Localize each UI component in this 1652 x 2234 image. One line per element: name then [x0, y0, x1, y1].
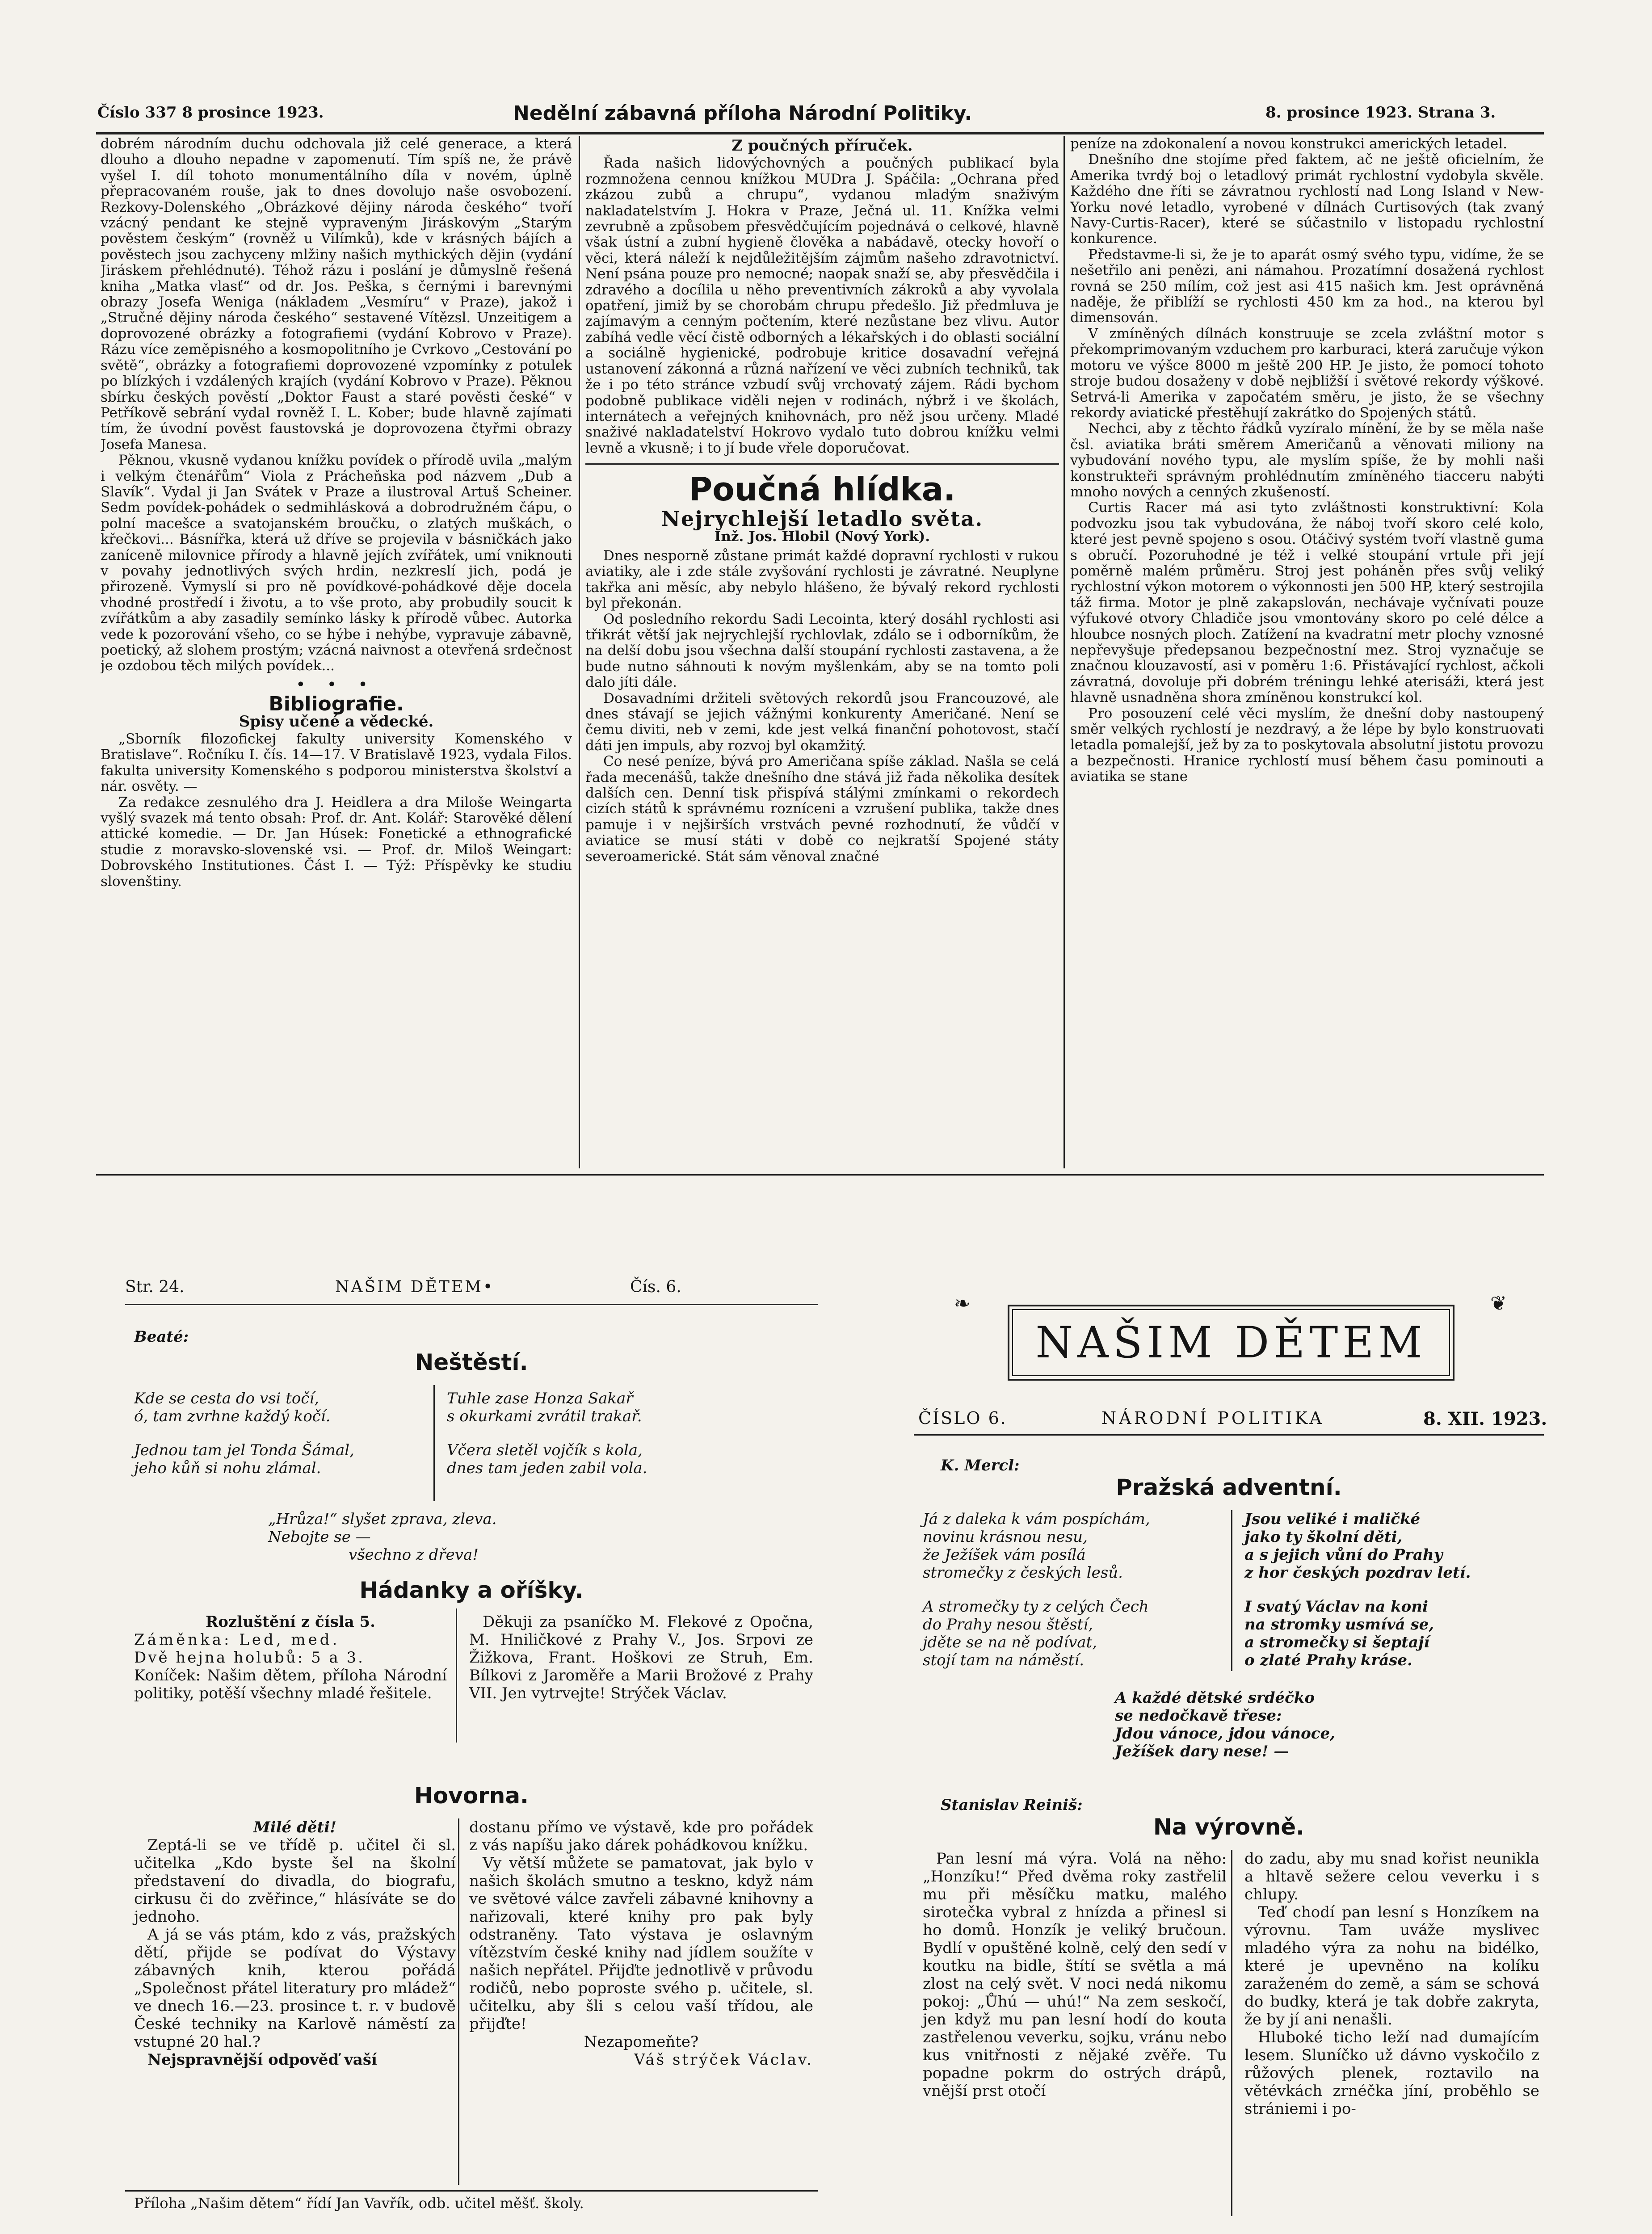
riddle-solutions: [134, 1613, 447, 1702]
divider: [433, 1385, 435, 1501]
riddle-answer: Záměnka: Led, med.: [134, 1631, 340, 1649]
poem-line: Včera sletěl vojčík s kola,: [447, 1441, 643, 1459]
story-title: Na výrovně.: [1153, 1814, 1305, 1840]
left-page-number: Str. 24.: [125, 1278, 185, 1296]
poem-line: Nebojte se —: [268, 1528, 371, 1546]
paragraph: Hluboké ticho leží nad dumajícím lesem. Sluníčko už dávno vyskočilo z růžových plenek, roztavilo na větévkách zrnéčka jíní, proběhlo se strániemi i po-: [1244, 2028, 1539, 2118]
column-divider: [579, 136, 580, 1168]
poem-line: se nedočkavě třese:: [1115, 1707, 1282, 1725]
hovorna-heading: Hovorna.: [414, 1783, 529, 1809]
paragraph: Představme-li si, že je to aparát osmý svého typu, vidíme, že se nešetřilo ani penězi, ani námahou. Prozatímní dosažená rychlost rovná se 250 mílím, což jest asi 415 našich km. Jest oprávněná naděje, že přiblíží se rychlosti 450 km za hod., na kterou byl dimensován.: [1070, 246, 1544, 326]
poem-line: Tuhle zase Honza Sakař: [447, 1390, 633, 1407]
masthead-title: NAŠIM DĚTEM: [1012, 1309, 1450, 1376]
left-page-issue: Čís. 6.: [630, 1278, 681, 1296]
newspaper-name: NÁRODNÍ POLITIKA: [1101, 1408, 1324, 1428]
paragraph: A já se vás ptám, kdo z vás, pražských dětí, přijde se podívat do Výstavy zábavných knih, kterou pořádá „Společnost přátel literatury pro mládež“ ve dnech 16.—23. prosince t. r. v budově České techniky na Karlově náměstí za vstupné 20 hal.?: [134, 1926, 456, 2051]
bibliography-heading: Bibliografie.: [269, 693, 404, 716]
poem-line: na stromky usmívá se,: [1244, 1616, 1434, 1634]
divider: [125, 1304, 818, 1305]
poem-line: z hor českých pozdrav letí.: [1244, 1564, 1471, 1582]
poem-title: Pražská adventní.: [1116, 1474, 1342, 1500]
paragraph: Vy větší můžete se pamatovat, jak bylo v našich školách smutno a teskno, když nám ve světové válce zavřeli zábavné knihovny a nařizovali, které knihy pro pak byly odstraněny. Tato výstava je oslavným vítězstvím české knihy nad jídlem soužíte v našich nepřátel. Přijďte jednotlivě v průvodu rodičů, nebo poproste svého p. učitele, sl. učitelku, aby šli s celou vaší třídou, ale přijďte!: [469, 1854, 813, 2033]
bibliography-subheading: Spisy učené a vědecké.: [239, 712, 434, 731]
poem-line: Já z daleka k vám pospíchám,: [923, 1510, 1150, 1528]
paragraph: Od posledního rekordu Sadi Lecointa, který dosáhl rychlosti asi třikrát větší jak nejrychlejší rychlovlak, zdálo se i odborníkům, že na delší dobu jsou všechna další stoupání rychlosti zastavena, a že bude nutno sáhnouti k novým myšlenkám, aby se na tomto poli dalo jíti dále.: [585, 611, 1059, 691]
left-page-title: NAŠIM DĚTEM•: [335, 1278, 495, 1296]
column-3: [1070, 136, 1544, 1173]
header-rule: [96, 132, 1544, 134]
newspaper-supplement-title: Nedělní zábavná příloha Národní Politiky.: [513, 102, 972, 125]
paragraph: peníze na zdokonalení a novou konstrukci amerických letadel.: [1070, 136, 1508, 152]
poem-line: jako ty školní děti,: [1244, 1528, 1403, 1546]
paragraph: Dnes nesporně zůstane primát každé dopravní rychlosti v rukou aviatiky, ale i zde stále zvyšování rychlosti je závratné. Neuplyne takřka ani měsíc, aby nebylo hlášeno, že bývalý rekord rychlosti byl překonán.: [585, 547, 1059, 612]
poem-line: jděte se na ně podívat,: [923, 1634, 1097, 1651]
paragraph: Děkuji za psaníčko M. Flekové z Opočna, M. Hniličkové z Prahy V., Jos. Srpovi ze Žižkova, Frant. Hoškovi ze Struh, Em. Bílkovi z Jaroměře a Marii Brožové z Prahy VII. Jen vytrvejte! Strýček Václav.: [469, 1613, 813, 1702]
divider: [585, 463, 1059, 465]
paragraph: Za redakce zesnulého dra J. Heidlera a dra Miloše Weingarta vyšlý svazek má tento obsah: Prof. dr. Ant. Kolář: Starověké dělení attické komedie. — Dr. Jan Húsek: Fonetické a ethnografické studie z moravsko-slovenské vsi. — Prof. dr. Miloš Weingart: Dobrovského Institutiones. Část I. — Týž: Příspěvky ke studiu slovenštiny.: [101, 794, 572, 890]
ornament-icon: ❧: [954, 1292, 971, 1315]
page-date-right: 8. prosince 1923. Strana 3.: [1265, 104, 1496, 122]
paragraph: „Sborník filozofickej fakulty university Komenského v Bratislave“. Ročníku I. čís. 14—17. V Bratislavě 1923, vydala Filos. fakulta university Komenského s podporou ministerstva školství a nár. osvěty. —: [101, 731, 572, 795]
poem-line: A každé dětské srdéčko: [1115, 1689, 1315, 1707]
column-1: [101, 136, 572, 1173]
poem-line: do Prahy nesou štěstí,: [923, 1616, 1093, 1634]
masthead-frame: [1008, 1305, 1454, 1381]
paragraph: Co nesé peníze, bývá pro Američana spíše základ. Našla se celá řada mecenášů, takže dnešního dne stává již řada několika desítek dalších cen. Denní tisk přispívá stálými zmínkami o rekordech cizích států k správnému rozníceni a vzrušení publika, takže dnes pamuje i v nejširších vrstvách pevné rozhodnutí, že vůdčí v aviatice se musí státi v době co nejkratší Spojené státy severoamerické. Stát sám věnoval značné: [585, 753, 1059, 865]
article-author: Inž. Jos. Hlobil (Nový York).: [714, 528, 930, 545]
signature: Váš strýček Václav.: [634, 2051, 813, 2069]
left-page: [125, 1278, 822, 2234]
poem-line: Jsou veliké i maličké: [1244, 1510, 1421, 1528]
poem-line: že Ježíšek vám posílá: [923, 1546, 1086, 1564]
poem-author: K. Mercl:: [941, 1457, 1020, 1474]
poem-line: dnes tam jeden zabil vola.: [447, 1459, 647, 1477]
divider: [458, 1818, 459, 2185]
paragraph: Curtis Racer má asi tyto zvláštnosti konstruktivní: Kola podvozku jsou tak vybudována, že nábој tvoří skoro celé kolo, které jest pevně spojeno s osou. Otáčivý systém tvoří vlastně guma s obručí. Pozoruhodné je též i velké stoupání vrtule při její poměrně malém průměru. Stroj jest poháněn přes svůj veliký rychlostní výkon motorem o výkonnosti jen 500 HP, který sestrojila táž firma. Motor je plně zakapslován, nechávaje vyčnívati pouze výfukové otvory Chladiče jsou vmontovány skoro po celé délce a hloubce nosných ploch. Zatížení na kvadratní metr plochy vznosné nepřevyšuje předepsanou bezpečnostní mez. Stroj vyznačuje se značnou klouzavostí, asi v poměru 1:6. Přistávající rychlost, ačkoli závratná, dovoluje při dobrém tréningu lehké aterisáži, která jest hlavně usnadněna shora zmíněnou konstrukcí kol.: [1070, 500, 1544, 706]
article-title: Nejrychlejší letadlo světa.: [661, 507, 984, 531]
issue-date: 8. XII. 1923.: [1423, 1408, 1547, 1429]
poem-line: všechno z dřeva!: [349, 1546, 479, 1564]
poem-line: stromečky z českých lesů.: [923, 1564, 1123, 1582]
story-left-column: [923, 1850, 1227, 2100]
story-right-column: [1244, 1850, 1539, 2118]
poem-line: I svatý Václav na koni: [1244, 1598, 1428, 1616]
issue-number: ČÍSLO 6.: [918, 1408, 1007, 1428]
poem-line: „Hrůza!“ slyšet zprava, zleva.: [268, 1510, 497, 1528]
right-page: [914, 1291, 1548, 2234]
poem-line: Kde se cesta do vsi točí,: [134, 1390, 319, 1407]
poem-line: a s jejich vůní do Prahy: [1244, 1546, 1443, 1564]
paragraph: Nezapomeňte?: [584, 2033, 699, 2051]
poem-line: Ježíšek dary nese! —: [1115, 1743, 1289, 1760]
divider: [1231, 1510, 1232, 1671]
riddle-thanks: [469, 1613, 813, 1702]
greeting: Milé děti!: [253, 1818, 336, 1836]
poem-line: A stromečky ty z celých Čech: [923, 1598, 1149, 1616]
divider: [456, 1608, 457, 1743]
riddle-answer: Dvě hejna holubů: 5 a 3.: [134, 1649, 365, 1667]
poem-author: Beaté:: [134, 1328, 189, 1346]
paragraph: Pěknou, vkusně vydanou knížku povídek o přírodě uvila „malým i velkým čtenářům“ Viola z Prácheňska pod názvem „Dub a Slavík“. Vydal ji Jan Svátek v Praze a ilustroval Artuš Scheiner. Sedm povídek-pohádek o sedmihlásková a dobrodružném čápu, o polní macešce a svatojanském broučku, o zlatých muškách, o křečkovi... Básnířka, která už dříve se projevila v básničkách jako zaníceně milovnice přírody a hlavně jejích zvířátek, umí vniknouti v povahy jednotlivých svých hrdin, nezkreslí jich, podá je přirozeně. Vymyslí si pro ně povídkové-pohádkové děje docela vhodné prostředí i životu, a to vše proto, aby probudily soucit k zvířátkům a aby zasadily semínko lásky k přírodě vůbec. Autorka vede k pozorování všeho, co se hýbe i nehýbe, vypravuje zábavně, poetický, až slohem prostým; vzácná naivnost a otevřená srdečnost je ozdobou těch milých povídek...: [101, 452, 572, 674]
paragraph: dostanu přímo ve výstavě, kde pro pořádek z vás napíšu jako dárek pohádkovou knížku.: [469, 1818, 813, 1854]
poem-line: novinu krásnou nesu,: [923, 1528, 1088, 1546]
story-author: Stanislav Reiniš:: [941, 1796, 1083, 1814]
divider: [125, 2190, 818, 2192]
column-2: [585, 136, 1059, 1173]
paragraph: do zadu, aby mu snad kořist neunikla a hltavě sežere celou veverku i s chlupy.: [1244, 1850, 1539, 1903]
hovorna-right: [469, 1818, 813, 2069]
poem-line: ó, tam zvrhne každý kočí.: [134, 1407, 331, 1425]
poem-line: s okurkami zvrátil trakař.: [447, 1407, 642, 1425]
ornament-icon: ❦: [1490, 1292, 1507, 1315]
poem-right-stanzas: [447, 1390, 804, 1477]
paragraph: Řada našich lidovýchovných a poučných publikací byla rozmnožena cennou knížkou MUDra J. Spáčila: „Ochrana před zkázou zubů a chrupu“, vydanou mladým snaživým nakladatelstvím J. Hokra v Praze, Ječná ul. 11. Knížka velmi zevrubně a způsobem přesvědčujícím pojednává o celkové, hlavně však ústní a zubní hygieně člověka a nabádavě, otecky hovoří o věci, která náleží k nejdůležitějším zájmům našeho zdravotnictví. Není psána pouze pro nemocné; naopak snaží se, aby přesvědčila i zdravého a docílila u něho preventivních zákroků a aby vyvolala opatření, jimiž by se chorobám chrupu předešlo. Již předmluva je zajímavým a cenným počtením, které nezůstane bez vlivu. Autor zabíhá vedle věcí čistě odborných a lékařských i do oblasti sociální a sociálně hygienické, podrobuje kritice dosavadní veřejná ustanovení zákonná a různá nařízení ve věci zubních techniků, tak že i po této stránce vzbudí svůj vrchovatý zájem. Rádi bychom podobně publikace viděli nejen v rodinách, nýbrž i ve školách, internátech a veřejných knihovnách, pro něž jsou určeny. Mladé snaživé nakladatelství Hokrovo vydalo tuto dobrou knížku velmi levně a vkusně; i to jí bude vřele doporučovat.: [585, 155, 1059, 456]
column-divider: [1064, 136, 1065, 1168]
poem-left-stanzas: [134, 1390, 474, 1477]
paragraph: Nejspravnější odpověď vaší: [147, 2051, 377, 2069]
advent-poem-right: [1244, 1510, 1539, 1669]
poem-line: o zlaté Prahy kráse.: [1244, 1651, 1412, 1669]
paragraph: V zmíněných dílnách konstruuje se zcela zvláštní motor s překomprimovaným vzduchem pro karburaci, která zaručuje výkon motoru ve výšce 8000 m ještě 200 HP. Je jisto, že pomocí tohoto stroje budou dosaženy v době nejbližší i světové rekordy výškové. Setrvá-li Amerika v započatém směru, je jisto, že se všechny rekordy aviatické přestěhují zakrátko do Spojených států.: [1070, 325, 1544, 421]
poem-line: Jednou tam jel Tonda Šámal,: [134, 1441, 354, 1459]
paragraph: Pan lesní má výra. Volá na něho: „Honzíku!“ Před dvěma roky zastřelil mu při měsíčku matku, malého sirotečka vybral z hnízda a přinesl si ho domů. Honzík je veliký bručoun. Bydlí v opuštěné kolně, celý den sedí v koutku na bidle, štítí se světla a má zlost na celý svět. V noci nedá nikomu pokoj: „Ůhú — uhú!“ Na zem seskočí, jen když mu pan lesní hodí do kouta zastřelenou veverku, sojku, vránu nebo kus vnitřnosti z nějaké zvěře. Tu popadne pokrm do ostrých drápů, vnější prst otočí: [923, 1850, 1227, 2100]
top-page-bottom-rule: [96, 1174, 1544, 1176]
section-heading: Z poučných příruček.: [731, 137, 913, 155]
paragraph: Zeptá-li se ve třídě p. učitel či sl. učitelka „Kdo byste šel na školní představení do divadla, do biografu, cirkusu či do zvěřince,“ hlásíváte se do jednoho.: [134, 1836, 456, 1926]
advent-poem-closing: [1115, 1689, 1428, 1760]
paragraph: Nechci, aby z těchto řádků vyzíralo mínění, že by se měla naše čsl. aviatika bráti směrem Američanů a věnovati miliony na vybudování nového typu, ale myslím spíše, že by mohli naši konstrukteři správným prohlédnutím zmíněného tiacceru nabýti mnoho nových a cenných zkušeností.: [1070, 420, 1544, 500]
divider: [1231, 1850, 1232, 2216]
poem-line: Jdou vánoce, jdou vánoce,: [1115, 1725, 1335, 1743]
advent-poem-left: [923, 1510, 1227, 1669]
paragraph: Dosavadními držiteli světových rekordů jsou Francouzové, ale dnes stávají se jejich vážnými konkurenty Američané. Není se čemu diviti, neb v zemi, kde jest velká finanční pohotovost, stačí dáti jen impuls, aby rozvoj byl okamžitý.: [585, 690, 1059, 754]
hovorna-left: [134, 1818, 456, 2069]
divider: [914, 1434, 1544, 1436]
paragraph: Teď chodí pan lesní s Honzíkem na výrovnu. Tam uváže myslivec mladého výra za nohu na bidélko, které je upevněno na kolíku zaraženém do země, a sám se schová do budky, která je tak dobře zakryta, že by jí ani nenašli.: [1244, 1903, 1539, 2028]
poem-title: Neštěstí.: [415, 1349, 528, 1375]
footer-note: Příloha „Našim dětem“ řídí Jan Vavřík, odb. učitel měšť. školy.: [134, 2195, 584, 2212]
poem-line: stojí tam na náměstí.: [923, 1651, 1085, 1669]
riddles-heading: Hádanky a oříšky.: [359, 1577, 584, 1603]
poem-ending: [268, 1510, 670, 1564]
page-number-left: Číslo 337 8 prosince 1923.: [97, 104, 324, 122]
poem-line: a stromečky si šeptají: [1244, 1634, 1430, 1651]
riddle-subheading: Rozluštění z čísla 5.: [205, 1613, 375, 1631]
poem-line: jeho kůň si nohu zlámal.: [134, 1459, 321, 1477]
section-separator: • • •: [296, 676, 376, 693]
paragraph: dobrém národním duchu odchovala již celé generace, a která dlouho a dlouho nepadne v zapomenutí. Tím spíš ne, že právě vyšel I. díl tohoto monumentálního díla v novém, úplně přepracovaném rouše, jak to dnes dovolujo naše osvobození. Rezkovy-Dolenského „Obrázkové dějiny národa českého“ tvoří vzácný pendant ke stejně vypraveným Jiráskovým „Starým pověstem českým“ (rovněž u Vilímků), kde v krásných bájích a pověstech jsou zachyceny mlžiny našich mythických dějin (vydání Jiráskem přehlédnuté). Téhož rázu i poslání je důmyslně řešená kniha „Matka vlasť“ od dr. Jos. Peška, s černými i barevnými obrazy Josefa Weniga (nákladem „Vesmíru“ v Praze), jakož i „Stručné dějiny národa českého“ sestavené Vítězsl. Unzeitigem a doprovozené obrázky a fotografiemi (vydání Kobrovo v Praze). Rázu více zeměpisného a kosmopolitního je Cvrkovo „Cestování po světě“, obrázky a fotografiemi doprovozené vzpomínky z potulek po blízkých i vzdálených krajích (vydání Kobrovo v Praze). Pěknou sbírku českých pověstí „Doktor Faust a staré pověsti české“ v Petříkově sebrání vydal rovněž I. L. Kober; bude hlavně zajímati tím, že úvodní pověst faustovská je doprovozena čtyřmi obrazy Josefa Manesa.: [101, 136, 572, 453]
paragraph: Pro posouzení celé věci myslím, že dnešní doby nastoupený směr velkých rychlostí je nezdravý, a že lépe by bylo konstruovati letadla pomalejší, jež by za to poskytovala absolutní jistotu provozu a bezpečnosti. Hranice rychlostí musí během času pominouti a aviatika se stane: [1070, 705, 1544, 785]
riddle-answer: Koníček: Našim dětem, příloha Národní politiky, potěší všechny mladé řešitele.: [134, 1667, 447, 1702]
poucna-hlidka-heading: Poučná hlídka.: [689, 470, 956, 508]
paragraph: Dnešního dne stojíme před faktem, ač ne ještě oficielním, že Amerika tvrdý boj o letadlový primát rychlostní vydobyla skvěle. Každého dne říti se závratnou rychlostí nad Long Island v New-Yorku nové letadlo, vyrobené v dílnách Curtisových (tak zvaný Navy-Curtis-Racer), které se súčastnilo v listopadu rychlostní konkurence.: [1070, 151, 1544, 247]
